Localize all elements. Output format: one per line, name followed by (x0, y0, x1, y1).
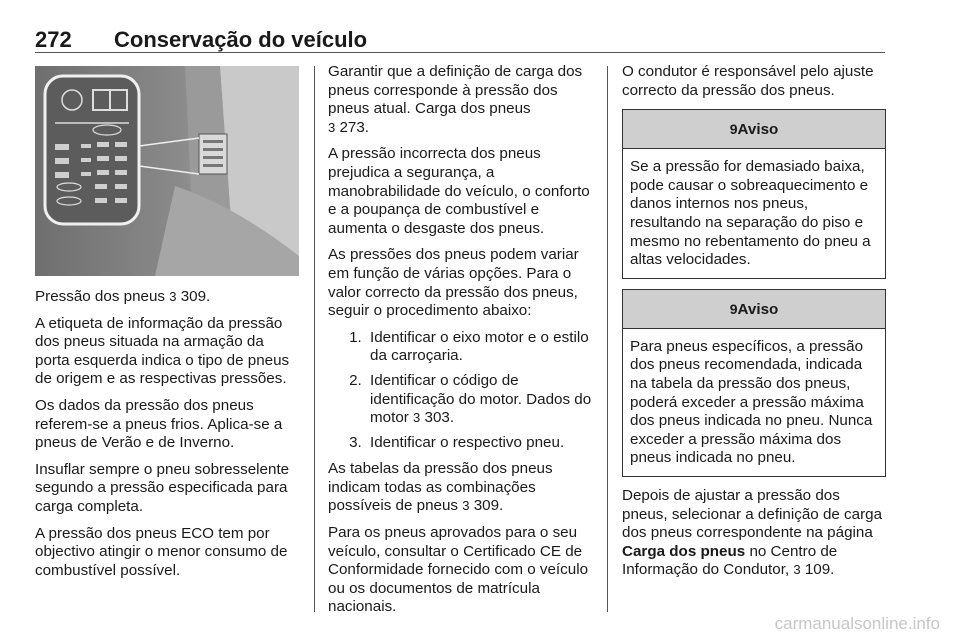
tire-pressure-label-photo (35, 66, 299, 276)
column-1 (35, 288, 299, 588)
warning-text: Se a pressão for demasiado baixa, pode causar o sobreaquecimento e danos internos nos pneus, resultando na separação do piso e mesmo no rebentamento do pneu a altas velocidades. (630, 158, 871, 269)
page-header (35, 27, 885, 53)
column-divider-2 (607, 66, 608, 612)
paragraph: Insuflar sempre o pneu sobresselente segundo a pressão especificada para carga completa. (35, 460, 290, 515)
warning-header: 9Aviso (623, 290, 885, 329)
paragraph: A pressão dos pneus ECO tem por objectivo atingir o menor consumo de combustível possível. (35, 524, 288, 579)
column-divider-1 (314, 66, 315, 612)
page-ref-icon: 3 (328, 119, 336, 135)
paragraph: As pressões dos pneus podem variar em função de várias opções. Para o valor correcto da pressão dos pneus, seguir o procedimento abaixo: (328, 246, 579, 320)
list-item: 2. Identificar o código de identificação do motor. Dados do motor 3 303. (366, 372, 593, 428)
paragraph: Depois de ajustar a pressão dos pneus, selecionar a definição de carga dos pneus correspondente na página Carga dos pneus no Centro de Informação do Condutor, 3 109. (622, 486, 883, 579)
page-ref-icon: 3 (793, 562, 801, 578)
page-number: 272 (35, 27, 72, 52)
paragraph: A pressão incorrecta dos pneus prejudica a segurança, a manobrabilidade do veículo, o conforto e a poupança de combustível e aumenta o desgaste dos pneus. (328, 145, 590, 237)
paragraph: As tabelas da pressão dos pneus indicam todas as combinações possíveis de pneus 3 309. (328, 460, 553, 515)
page-ref-icon: 3 (413, 410, 421, 426)
paragraph: O condutor é responsável pelo ajuste correcto da pressão dos pneus. (622, 63, 874, 99)
warning-triangle-icon: 9 (729, 300, 738, 317)
warning-box (622, 289, 886, 477)
list-item: 3. Identificar o respectivo pneu. (366, 434, 593, 453)
list-item: 1. Identificar o eixo motor e o estilo da carroçaria. (366, 329, 593, 366)
warning-triangle-icon: 9 (729, 121, 738, 138)
menu-name: Carga dos pneus (622, 542, 746, 560)
warning-header: 9Aviso (623, 110, 885, 149)
watermark: carmanualsonline.info (774, 614, 940, 633)
paragraph: Garantir que a definição de carga dos pneus corresponde à pressão dos pneus atual. Carga dos pneus 3 273. (328, 63, 583, 136)
column-3 (622, 63, 886, 588)
paragraph: A etiqueta de informação da pressão dos pneus situada na armação da porta esquerda indica o tipo de pneus de origem e as respectivas pressões. (35, 314, 290, 388)
page-ref-icon: 3 (462, 498, 470, 514)
paragraph: Para os pneus aprovados para o seu veículo, consultar o Certificado CE de Conformidade fornecido com o veículo ou os documentos de matrícula nacionais. (328, 524, 589, 616)
page-ref-icon: 3 (169, 289, 177, 304)
column-2 (328, 63, 593, 625)
paragraph: Os dados da pressão dos pneus referem-se a pneus frios. Aplica-se a pneus de Verão e de Inverno. (35, 396, 283, 452)
page-title: Conservação do veículo (114, 27, 368, 52)
warning-box (622, 109, 886, 279)
warning-text: Para pneus específicos, a pressão dos pneus recomendada, indicada na tabela da pressão dos pneus, poderá exceder a pressão máxima dos pneus indicada no pneu. Nunca exceder a pressão máxima dos pneus indicada no pneu. (630, 337, 873, 467)
procedure-list (328, 329, 593, 453)
header-rule (35, 52, 885, 53)
photo-caption: Pressão dos pneus 3 309. (35, 288, 211, 305)
